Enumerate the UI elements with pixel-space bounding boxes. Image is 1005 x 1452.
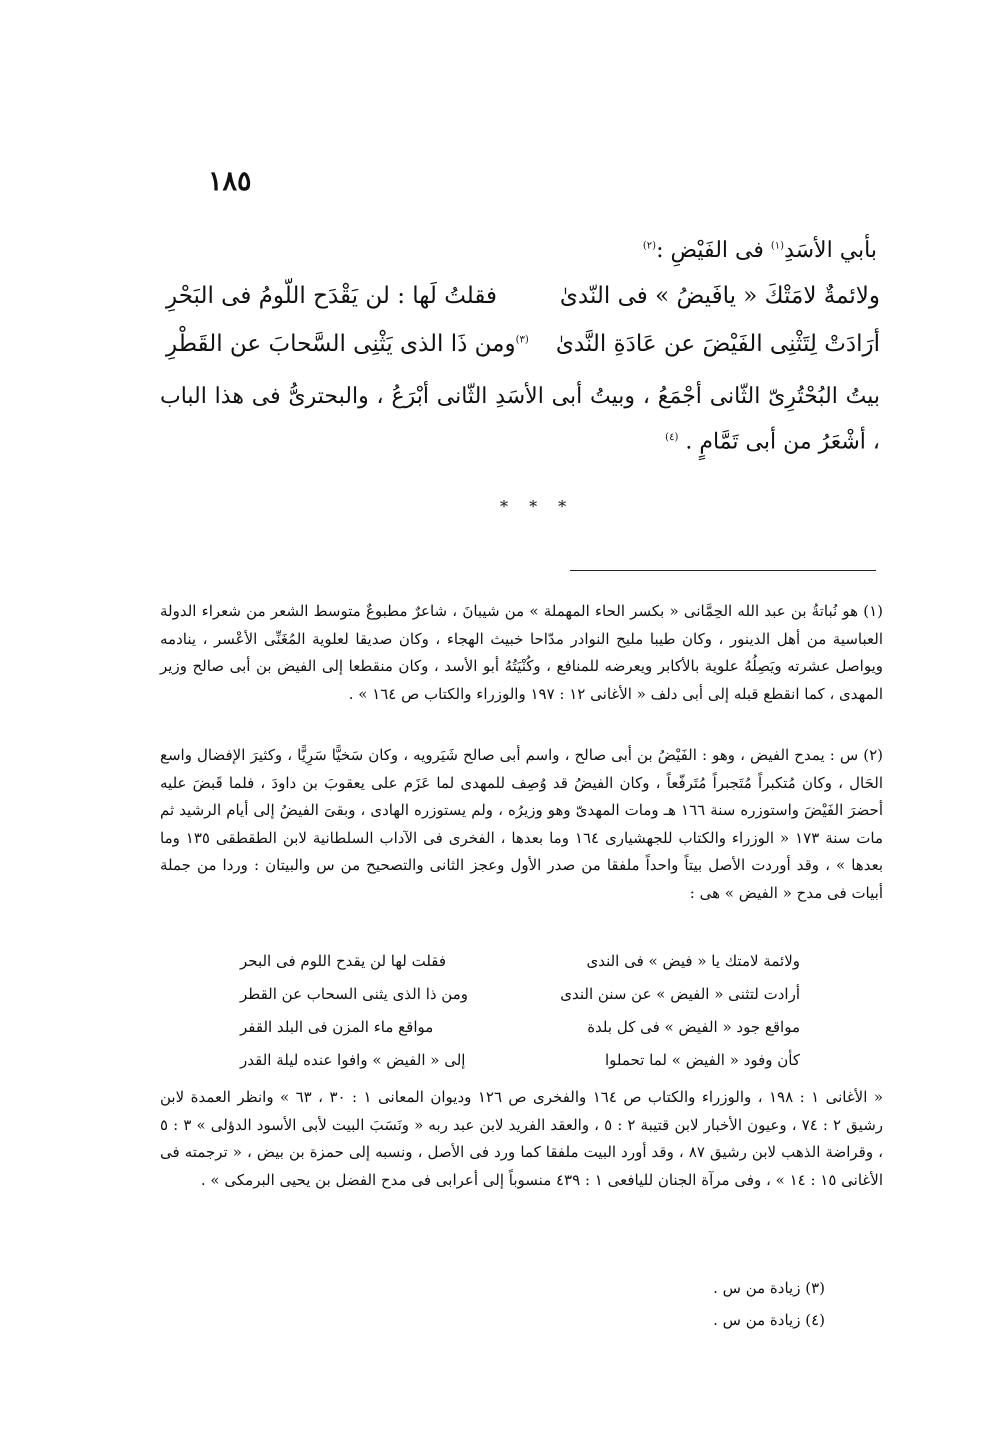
intro-word-4: الفَيْضِ :	[656, 238, 729, 263]
footnote-mark-1: (١)	[770, 240, 785, 252]
commentary-paragraph	[160, 376, 880, 462]
footnote-verse-first: مواقع جود « الفيض » فى كل بلدة	[587, 1018, 800, 1036]
footnote-mark-3: (٣)	[515, 334, 529, 346]
footnote-4: (٤) زيادة من س .	[713, 1311, 825, 1329]
footnote-mark-2: (٢)	[642, 240, 657, 252]
verse-first-hemistich: أرَادَتْ لِتَثْنِى الفَيْضَ عن عَادَةِ النَّدىٰ	[555, 331, 880, 357]
footnote-verse-first: أرادت لتثنى « الفيض » عن سنن الندى	[560, 985, 800, 1003]
footnote-2: (٢) س : يمدح الفيض ، وهو : الفَيْضُ بن أبى صالح ، واسم أبى صالح شَيَرويه ، وكان سَخيًّا سَرِيًّا ، وكثيرَ الإفضال واسع الحَال ، وكان مُتكبراً مُتَجبراً مُتَرفّعاً ، وكان الفيضُ قد وُصِف للمهدى لما عَزَم على يعقوبَ بن داودَ ، فلما قَبضَ عليه أحضرَ الفَيْضَ واستوزره سنة ١٦٦ هـ ومات المهدىّ وهو وزيرُه ، ولم يستوزره الهادى ، وبقىَ الفيضُ إلى أيام الرشيد ثم مات سنة ١٧٣ « الوزراء والكتاب للجهشيارى ١٦٤ وما بعدها ، الفخرى فى الآداب السلطانية لابن الطقطقى ١٣٥ وما بعدها » ، وقد أوردت الأصل بيتاً واحداً ملفقا من صدر الأول وعجز الثانى والتصحيح من س والبيتان : وردا من جملة أبيات فى مدح « الفيض » هى :	[160, 746, 884, 902]
footnote-verse	[240, 952, 800, 978]
footnote-1: (١) هو نُباتةُ بن عبد الله الحِمَّانى « بكسر الحاء المهملة » من شيبانَ ، شاعرٌ مطبوعٌ متوسط الشعر من شعراء الدولة العباسية من أهل الدينور ، وكان طيبا مليح النوادر مدّاحا خبيث الهجاء ، وكان صديقا لعلوية المُغَنِّى الأعْسر ، ينادمه ويواصل عشرته ويَصِلُهُ علوية بالأكابر ويعرضه للمنافع ، وكُنْيَتُهُ أبو الأسد ، وكان منقطعا إلى الفيض بن أبى صالح وزير المهدى ، كما انقطع قبله إلى أبى دلف « الأغانى ١٢ : ١٩٧ والوزراء والكتاب ص ١٦٤ » .	[160, 602, 884, 703]
verse-second-hemistich: فقلتُ لَها : لن يَقْدَح اللّومُ فى البَحْرِ	[166, 283, 498, 309]
verse-line	[160, 331, 880, 367]
intro-word-2: الأسَدِ	[784, 238, 833, 263]
verse-second-hemistich	[166, 331, 529, 357]
page-number: ١٨٥	[208, 166, 252, 197]
footnote-verse-first: ولائمة لامتك يا « فيض » فى الندى	[586, 952, 800, 970]
footnote-verse-second: فقلت لها لن يقدح اللوم فى البحر	[240, 952, 447, 970]
verse-second-hemistich-text: ومن ذَا الذى يَثْنِى السَّحابَ عن القَطْرِ	[166, 331, 516, 357]
footnote-verse-second: مواقع ماء المزن فى البلد القفر	[240, 1018, 434, 1036]
intro-word-3: فى	[735, 238, 764, 263]
footnote-separator-line	[570, 570, 876, 571]
section-intro-line	[643, 238, 877, 263]
footnote-3: (٣) زيادة من س .	[713, 1279, 825, 1297]
footnote-verse-second: إلى « الفيض » وافوا عنده ليلة القدر	[240, 1051, 466, 1069]
commentary-text: بيتُ البُحْتُرِىّ الثّانى أجْمَعُ ، وبيتُ أبى الأسَدِ الثّانى أبْرَعُ ، والبحترىُّ فى هذا الباب ، أشْعَرُ من أبى تَمَّامٍ .	[160, 384, 880, 455]
footnote-verse-second: ومن ذا الذى يثنى السحاب عن القطر	[240, 985, 469, 1003]
intro-word-1: بأبي	[839, 238, 877, 263]
verse-first-hemistich: ولائمةٌ لامَتْكَ « يافَيضُ » فى النّدىٰ	[559, 283, 880, 309]
footnote-verse-first: كأن وفود « الفيض » لما تحملوا	[605, 1051, 800, 1069]
footnote-verse	[240, 985, 800, 1011]
verse-line	[160, 283, 880, 319]
footnote-verse	[240, 1018, 800, 1044]
footnote-2-continuation: « الأغانى ١ : ١٩٨ ، والوزراء والكتاب ص ١٦٤ والفخرى ص ١٢٦ وديوان المعانى ١ : ٣٠ ، ٦٣ » وانظر العمدة لابن رشيق ٢ : ٧٤ ، وعيون الأخبار لابن قتيبة ٢ : ٥ ، والعقد الفريد لابن عبد ربه « ونَسَبَ البيت لأبى الأسود الدؤلى » ٣ : ٥ ، وقراضة الذهب لابن رشيق ٨٧ ، وقد أورد البيت ملفقا كما ورد فى الأصل ، ونسبه إلى حمزة بن بيض ، « ترجمته فى الأغانى ١٥ : ١٤ » ، وفى مرآة الجنان لليافعى ١ : ٤٣٩ منسوباً إلى أعرابى فى مدح الفضل بن يحيى البرمكى » .	[160, 1088, 884, 1189]
footnote-verse	[240, 1051, 800, 1077]
section-divider-stars: * * *	[500, 497, 575, 516]
footnote-mark-4: (٤)	[665, 432, 679, 443]
